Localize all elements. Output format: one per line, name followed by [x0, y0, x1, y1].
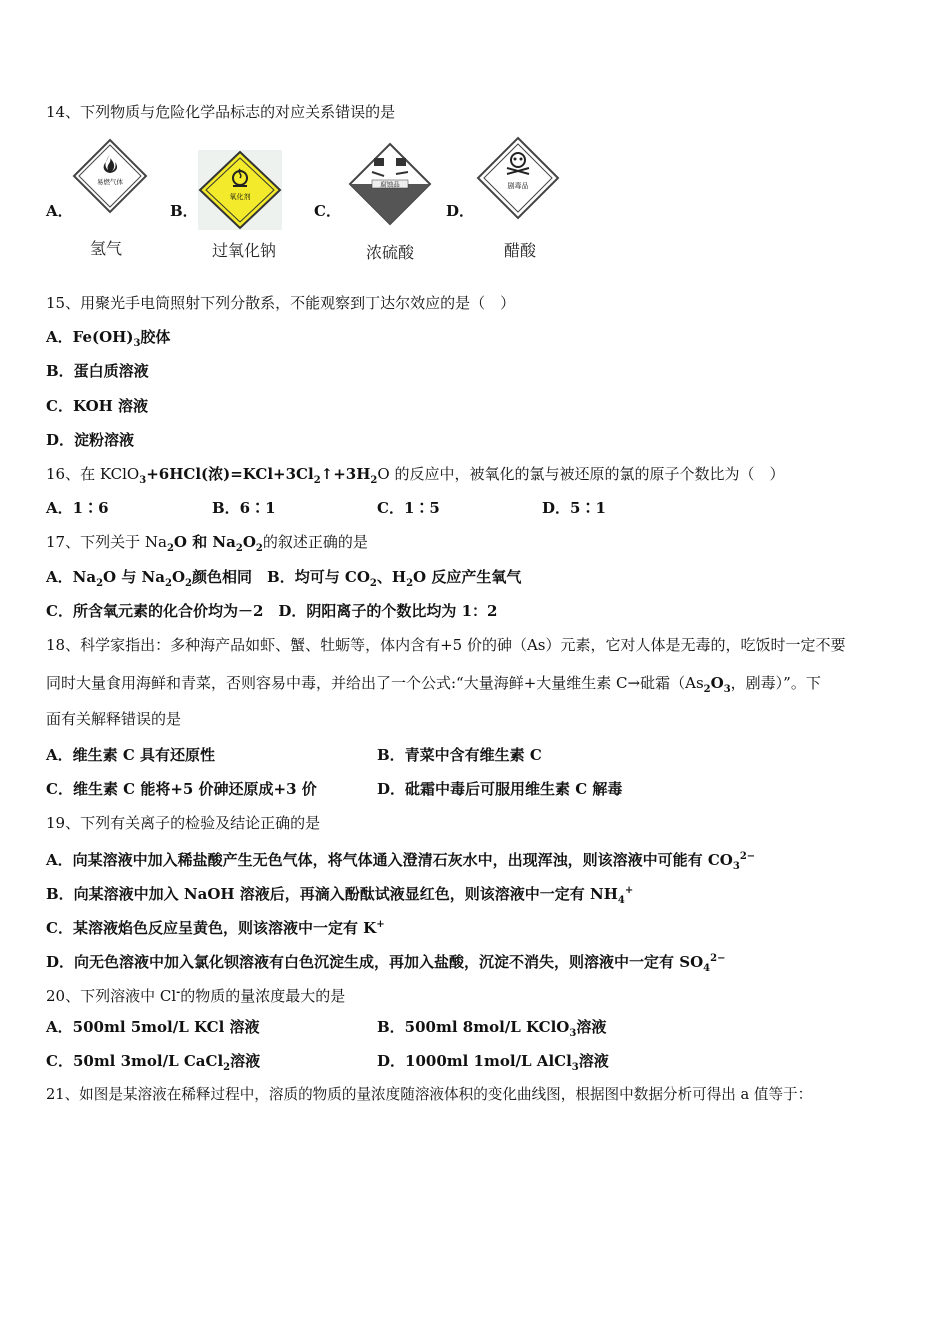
- q14-option-b-substance: 过氧化钠: [212, 241, 277, 260]
- q18-option-c: C．维生素 C 能将+5 价砷还原成+3 价: [46, 780, 317, 798]
- q14-option-d-letter: D．: [446, 202, 475, 220]
- q16-option-a: A．1∶6: [46, 499, 109, 517]
- q20-option-a: A．500ml 5mol/L KCl 溶液: [46, 1018, 260, 1036]
- svg-text:易燃气体: 易燃气体: [97, 178, 123, 186]
- q19-option-b: B．向某溶液中加入 NaOH 溶液后，再滴入酚酞试液显红色，则该溶液中一定有 $NH_4^+$: [46, 885, 634, 906]
- q17-stem: 17、下列关于 $Na_2O$ 和 $Na_2O_2$的叙述正确的是: [46, 533, 368, 554]
- q18-option-b: B．青菜中含有维生素 C: [377, 746, 542, 764]
- q17-options-ab: A．$Na_2O$ 与 $Na_2O_2$颜色相同 B．均可与 $CO_2$、$H_2O$ 反应产生氧气: [46, 568, 522, 589]
- q19-option-c: C．某溶液焰色反应呈黄色，则该溶液中一定有 K+: [46, 919, 385, 937]
- q16-option-d: D．5∶1: [542, 499, 606, 517]
- q15-stem: 15、用聚光手电筒照射下列分散系，不能观察到丁达尔效应的是（ ）: [46, 294, 516, 312]
- q14-option-a-letter: A．: [46, 202, 73, 220]
- svg-text:氧化剂: 氧化剂: [229, 193, 251, 201]
- q17-options-cd: C．所含氧元素的化合价均为－2 D．阴阳离子的个数比均为 1：2: [46, 602, 498, 620]
- q18-option-d: D．砒霜中毒后可服用维生素 C 解毒: [377, 780, 623, 798]
- q18-stem-line1: 18、科学家指出：多种海产品如虾、蟹、牡蛎等，体内含有+5 价的砷（As）元素，它对人体是无毒的，吃饭时一定不要: [46, 636, 846, 654]
- oxidizer-sign-icon: [198, 150, 282, 230]
- q16-option-b: B．6∶1: [212, 499, 276, 517]
- q20-option-b: B．500ml 8mol/L KClO$_3$溶液: [377, 1018, 607, 1039]
- q18-option-a: A．维生素 C 具有还原性: [46, 746, 216, 764]
- q14-option-b-letter: B．: [170, 202, 198, 220]
- q19-stem: 19、下列有关离子的检验及结论正确的是: [46, 814, 321, 832]
- q14-stem: 14、下列物质与危险化学品标志的对应关系错误的是: [46, 103, 396, 121]
- q16-option-c: C．1∶5: [377, 499, 440, 517]
- q16-stem: 16、在 KClO$_3$+6HCl(浓)$=KCl+3Cl_2↑+3H_2O$ 的反应中，被氧化的氯与被还原的氯的原子个数比为（ ）: [46, 465, 785, 486]
- q15-option-a: A．$Fe(OH)_3$胶体: [46, 328, 171, 349]
- q15-option-b: B．蛋白质溶液: [46, 362, 149, 380]
- q14-option-c-substance: 浓硫酸: [366, 243, 415, 262]
- q19-option-d: D．向无色溶液中加入氯化钡溶液有白色沉淀生成，再加入盐酸，沉淀不消失，则溶液中一定有 $SO_4^{2-}$: [46, 953, 726, 974]
- q15-option-c: C．KOH 溶液: [46, 397, 149, 415]
- q20-stem: 20、下列溶液中 Cl-的物质的量浓度最大的是: [46, 987, 346, 1005]
- q20-option-d: D．1000ml 1mol/L AlCl$_3$溶液: [377, 1052, 609, 1073]
- q15-option-d: D．淀粉溶液: [46, 431, 135, 449]
- svg-text:腐蚀品: 腐蚀品: [380, 180, 400, 189]
- flammable-gas-sign-icon: [72, 138, 148, 214]
- q14-option-d-substance: 醋酸: [504, 241, 537, 260]
- corrosive-sign-icon: [348, 142, 432, 226]
- q19-option-a: A．向某溶液中加入稀盐酸产生无色气体，将气体通入澄清石灰水中，出现浑浊，则该溶液中可能有 $CO_3^{2-}$: [46, 851, 756, 872]
- q21-stem: 21、如图是某溶液在稀释过程中，溶质的物质的量浓度随溶液体积的变化曲线图，根据图中数据分析可得出 a 值等于：: [46, 1086, 813, 1103]
- q18-stem-line3: 面有关解释错误的是: [46, 710, 182, 728]
- q14-option-c-letter: C．: [314, 202, 341, 220]
- toxic-sign-icon: [476, 136, 560, 220]
- svg-text:剧毒品: 剧毒品: [507, 182, 529, 190]
- q20-option-c: C．50ml 3mol/L CaCl$_2$溶液: [46, 1052, 261, 1073]
- q14-option-a-substance: 氢气: [90, 239, 123, 258]
- q18-stem-line2: 同时大量食用海鲜和青菜，否则容易中毒，并给出了一个公式:“大量海鲜+大量维生素 C→砒霜（$As_2O_3$，剧毒）”。下: [46, 674, 821, 695]
